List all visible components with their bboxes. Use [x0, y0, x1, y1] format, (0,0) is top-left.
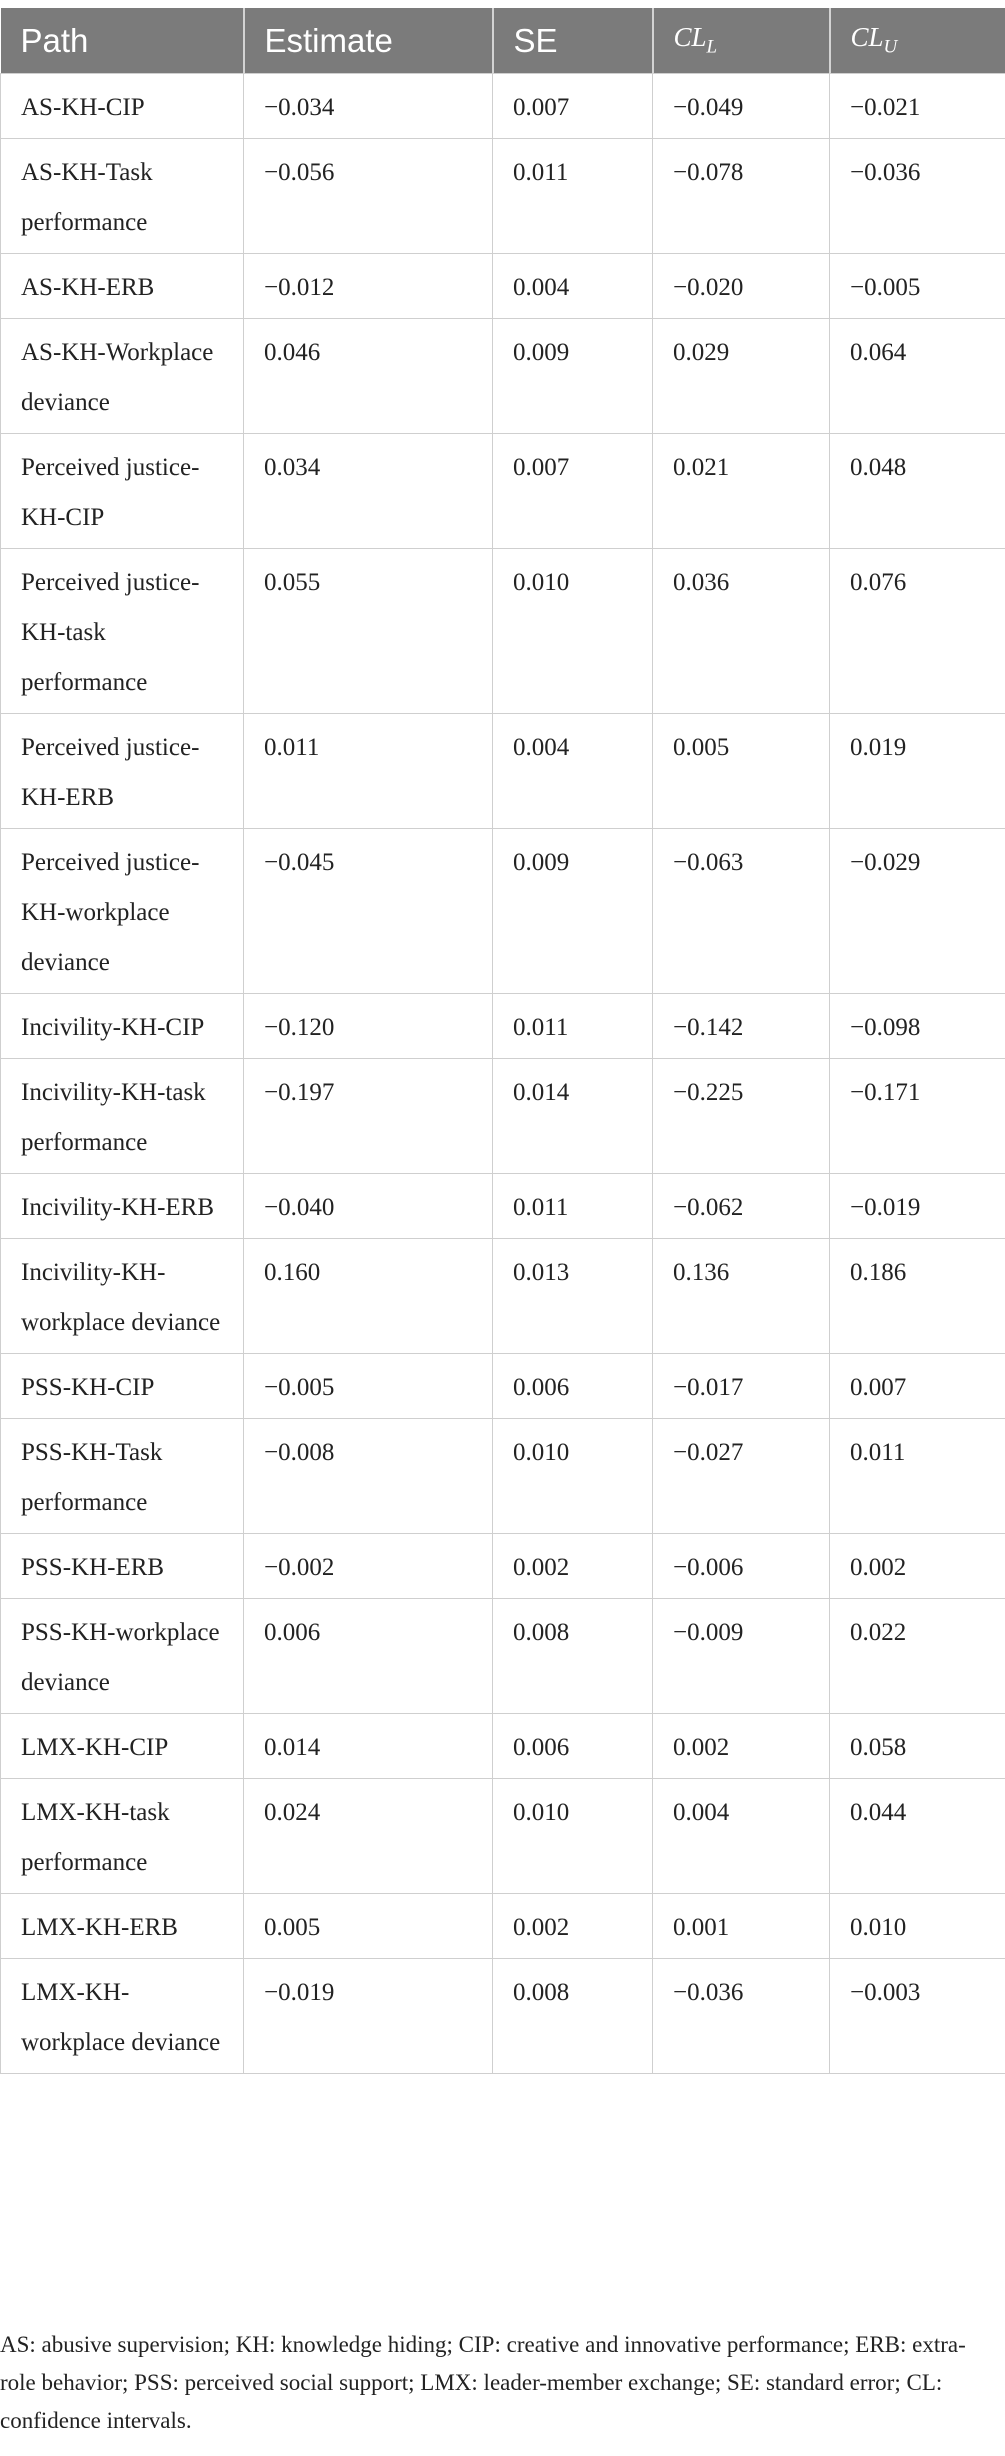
table-row: [1, 1779, 1005, 1894]
table-row: [1, 829, 1005, 994]
cl-lower-cell: 0.004: [653, 1779, 830, 1894]
path-cell: LMX-KH-ERB: [1, 1894, 244, 1959]
cl-lower-cell: 0.005: [653, 714, 830, 829]
se-cell: 0.002: [493, 1534, 653, 1599]
path-cell: PSS-KH-ERB: [1, 1534, 244, 1599]
table-row: [1, 1534, 1005, 1599]
indirect-effects-table: [0, 8, 1005, 2074]
cl-upper-cell: 0.058: [830, 1714, 1005, 1779]
cl-lower-cell: −0.036: [653, 1959, 830, 2074]
path-cell: LMX-KH-CIP: [1, 1714, 244, 1779]
table-row: [1, 1959, 1005, 2074]
cl-upper-cell: 0.186: [830, 1239, 1005, 1354]
cl-lower-cell: −0.063: [653, 829, 830, 994]
estimate-cell: −0.056: [244, 139, 493, 254]
table-row: [1, 1714, 1005, 1779]
cl-lower-cell: −0.020: [653, 254, 830, 319]
estimate-cell: −0.197: [244, 1059, 493, 1174]
table-row: [1, 1174, 1005, 1239]
se-cell: 0.009: [493, 829, 653, 994]
estimate-cell: −0.040: [244, 1174, 493, 1239]
path-cell: Incivility-KH-workplace deviance: [1, 1239, 244, 1354]
se-cell: 0.004: [493, 714, 653, 829]
se-cell: 0.011: [493, 139, 653, 254]
cl-upper-cell: −0.098: [830, 994, 1005, 1059]
se-cell: 0.002: [493, 1894, 653, 1959]
cl-upper-cell: 0.022: [830, 1599, 1005, 1714]
cl-upper-cell: 0.048: [830, 434, 1005, 549]
header-path: Path: [1, 8, 244, 74]
path-cell: AS-KH-Workplace deviance: [1, 319, 244, 434]
estimate-cell: 0.034: [244, 434, 493, 549]
estimate-cell: −0.002: [244, 1534, 493, 1599]
header-row: [1, 8, 1005, 74]
cl-lower-cell: 0.029: [653, 319, 830, 434]
se-cell: 0.006: [493, 1714, 653, 1779]
cl-lower-cell: −0.006: [653, 1534, 830, 1599]
cl-lower-cell: −0.078: [653, 139, 830, 254]
table-row: [1, 139, 1005, 254]
table-row: [1, 1354, 1005, 1419]
path-cell: Perceived justice-KH-CIP: [1, 434, 244, 549]
estimate-cell: 0.055: [244, 549, 493, 714]
se-cell: 0.013: [493, 1239, 653, 1354]
se-cell: 0.011: [493, 1174, 653, 1239]
cl-upper-cell: −0.171: [830, 1059, 1005, 1174]
se-cell: 0.007: [493, 434, 653, 549]
cl-lower-cell: 0.001: [653, 1894, 830, 1959]
path-cell: AS-KH-ERB: [1, 254, 244, 319]
se-cell: 0.004: [493, 254, 653, 319]
se-cell: 0.010: [493, 549, 653, 714]
path-cell: PSS-KH-CIP: [1, 1354, 244, 1419]
se-cell: 0.007: [493, 74, 653, 139]
cl-upper-cell: −0.021: [830, 74, 1005, 139]
path-cell: Perceived justice-KH-ERB: [1, 714, 244, 829]
table-row: [1, 1239, 1005, 1354]
estimate-cell: 0.005: [244, 1894, 493, 1959]
estimate-cell: 0.160: [244, 1239, 493, 1354]
cl-lower-cell: −0.062: [653, 1174, 830, 1239]
path-cell: PSS-KH-Task performance: [1, 1419, 244, 1534]
cl-upper-cell: 0.002: [830, 1534, 1005, 1599]
cl-lower-cell: −0.009: [653, 1599, 830, 1714]
table-row: [1, 254, 1005, 319]
se-cell: 0.008: [493, 1599, 653, 1714]
se-cell: 0.011: [493, 994, 653, 1059]
header-cl-lower-sub: L: [706, 36, 718, 58]
cl-upper-cell: 0.007: [830, 1354, 1005, 1419]
table-row: [1, 1059, 1005, 1174]
cl-lower-cell: −0.017: [653, 1354, 830, 1419]
table-row: [1, 1599, 1005, 1714]
table-row: [1, 549, 1005, 714]
header-cl-upper-sub: U: [883, 36, 898, 58]
se-cell: 0.008: [493, 1959, 653, 2074]
cl-lower-cell: −0.225: [653, 1059, 830, 1174]
cl-upper-cell: −0.029: [830, 829, 1005, 994]
path-cell: Perceived justice-KH-workplace deviance: [1, 829, 244, 994]
cl-upper-cell: −0.003: [830, 1959, 1005, 2074]
table-body: [1, 74, 1005, 2074]
table-row: [1, 319, 1005, 434]
estimate-cell: −0.012: [244, 254, 493, 319]
cl-lower-cell: 0.021: [653, 434, 830, 549]
se-cell: 0.014: [493, 1059, 653, 1174]
cl-upper-cell: −0.036: [830, 139, 1005, 254]
cl-upper-cell: 0.010: [830, 1894, 1005, 1959]
estimate-cell: 0.014: [244, 1714, 493, 1779]
se-cell: 0.009: [493, 319, 653, 434]
header-cl-upper-main: CL: [850, 22, 884, 53]
cl-lower-cell: 0.036: [653, 549, 830, 714]
path-cell: Incivility-KH-ERB: [1, 1174, 244, 1239]
estimate-cell: −0.034: [244, 74, 493, 139]
cl-upper-cell: 0.019: [830, 714, 1005, 829]
estimate-cell: −0.045: [244, 829, 493, 994]
table-row: [1, 434, 1005, 549]
se-cell: 0.010: [493, 1419, 653, 1534]
path-cell: LMX-KH-task performance: [1, 1779, 244, 1894]
results-table-container: [0, 8, 1005, 2074]
estimate-cell: 0.024: [244, 1779, 493, 1894]
header-se: SE: [493, 8, 653, 74]
estimate-cell: 0.046: [244, 319, 493, 434]
estimate-cell: −0.120: [244, 994, 493, 1059]
cl-lower-cell: 0.136: [653, 1239, 830, 1354]
table-footnote: AS: abusive supervision; KH: knowledge hiding; CIP: creative and innovative performance; ERB: extra-role behavior; PSS: perceived social support; LMX: leader-member exchange; SE: standard error; CL: confidence intervals.: [0, 2332, 966, 2433]
path-cell: LMX-KH-workplace deviance: [1, 1959, 244, 2074]
path-cell: Incivility-KH-task performance: [1, 1059, 244, 1174]
table-row: [1, 1894, 1005, 1959]
header-cl-lower: [653, 8, 830, 74]
cl-upper-cell: 0.044: [830, 1779, 1005, 1894]
estimate-cell: 0.006: [244, 1599, 493, 1714]
table-header: [1, 8, 1005, 74]
header-cl-lower-main: CL: [673, 22, 707, 53]
cl-lower-cell: −0.142: [653, 994, 830, 1059]
table-row: [1, 714, 1005, 829]
header-cl-upper: [830, 8, 1005, 74]
cl-upper-cell: −0.005: [830, 254, 1005, 319]
header-estimate: Estimate: [244, 8, 493, 74]
cl-upper-cell: 0.011: [830, 1419, 1005, 1534]
cl-upper-cell: 0.076: [830, 549, 1005, 714]
path-cell: Incivility-KH-CIP: [1, 994, 244, 1059]
estimate-cell: 0.011: [244, 714, 493, 829]
cl-lower-cell: 0.002: [653, 1714, 830, 1779]
path-cell: AS-KH-Task performance: [1, 139, 244, 254]
se-cell: 0.010: [493, 1779, 653, 1894]
table-row: [1, 74, 1005, 139]
cl-upper-cell: −0.019: [830, 1174, 1005, 1239]
estimate-cell: −0.019: [244, 1959, 493, 2074]
estimate-cell: −0.005: [244, 1354, 493, 1419]
cl-lower-cell: −0.027: [653, 1419, 830, 1534]
estimate-cell: −0.008: [244, 1419, 493, 1534]
path-cell: PSS-KH-workplace deviance: [1, 1599, 244, 1714]
se-cell: 0.006: [493, 1354, 653, 1419]
path-cell: Perceived justice-KH-task performance: [1, 549, 244, 714]
cl-upper-cell: 0.064: [830, 319, 1005, 434]
path-cell: AS-KH-CIP: [1, 74, 244, 139]
table-row: [1, 994, 1005, 1059]
table-row: [1, 1419, 1005, 1534]
cl-lower-cell: −0.049: [653, 74, 830, 139]
